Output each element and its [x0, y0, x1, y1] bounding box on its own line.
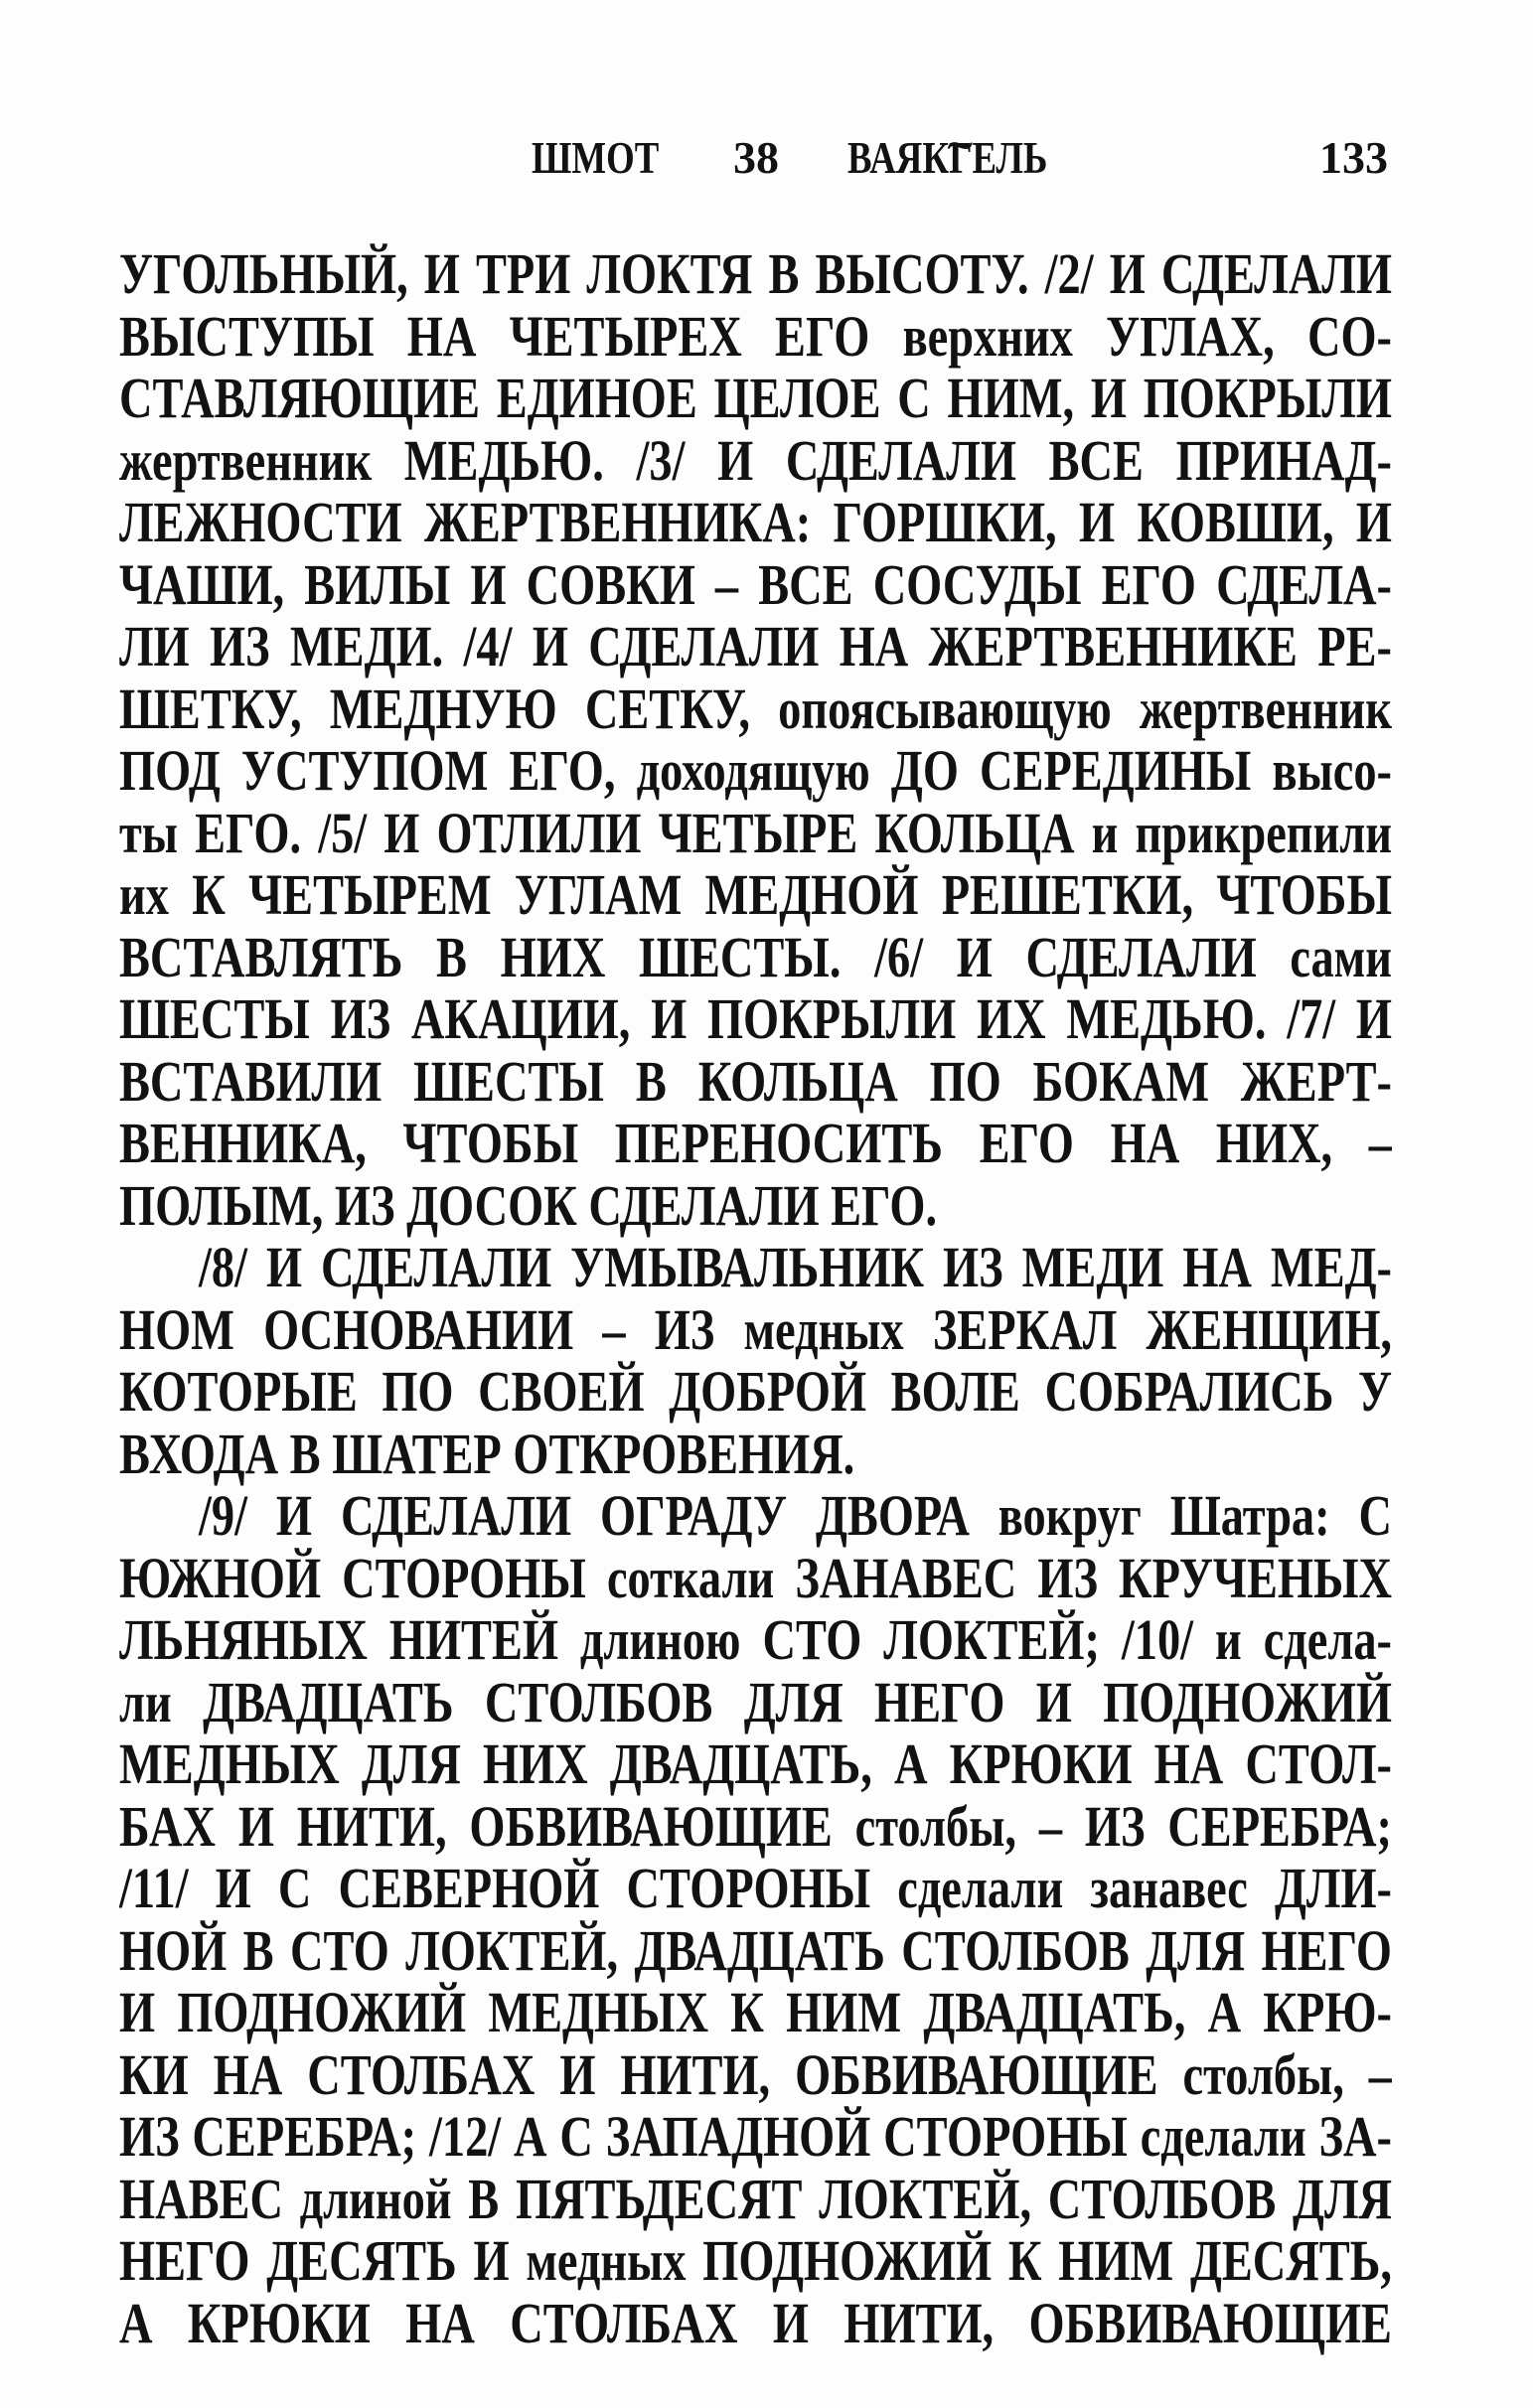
text-line: А КРЮКИ НА СТОЛБАХ И НИТИ, ОБВИВАЮЩИЕ: [119, 2290, 1392, 2355]
text-line: ты ЕГО. /5/ И ОТЛИЛИ ЧЕТЫРЕ КОЛЬЦА и прикрепили: [119, 800, 1392, 865]
text-line: ПОД УСТУПОМ ЕГО, доходящую ДО СЕРЕДИНЫ высо-: [119, 738, 1392, 803]
text-line: ЛЬНЯНЫХ НИТЕЙ длиною СТО ЛОКТЕЙ; /10/ и сдела-: [119, 1607, 1392, 1672]
text-line: /11/ И С СЕВЕРНОЙ СТОРОНЫ сделали занавес ДЛИ-: [119, 1856, 1392, 1920]
text-line: ЮЖНОЙ СТОРОНЫ соткали ЗАНАВЕС ИЗ КРУЧЕНЫХ: [119, 1545, 1392, 1610]
text-line: И ПОДНОЖИЙ МЕДНЫХ К НИМ ДВАДЦАТЬ, А КРЮ-: [119, 1980, 1392, 2044]
running-head-chapter: 38: [733, 132, 779, 183]
text-line: КОТОРЫЕ ПО СВОЕЙ ДОБРОЙ ВОЛЕ СОБРАЛИСЬ У: [119, 1359, 1392, 1424]
text-line: ИЗ СЕРЕБРА; /12/ А С ЗАПАДНОЙ СТОРОНЫ сделали ЗА-: [119, 2104, 1392, 2169]
text-line: ВСТАВИЛИ ШЕСТЫ В КОЛЬЦА ПО БОКАМ ЖЕРТ-: [119, 1048, 1392, 1114]
text-line: СТАВЛЯЮЩИЕ ЕДИНОЕ ЦЕЛОЕ С НИМ, И ПОКРЫЛИ: [119, 366, 1392, 430]
text-line: НЕГО ДЕСЯТЬ И медных ПОДНОЖИЙ К НИМ ДЕСЯТЬ,: [119, 2228, 1392, 2293]
text-line: ЧАШИ, ВИЛЫ И СОВКИ – ВСЕ СОСУДЫ ЕГО СДЕЛА-: [119, 551, 1392, 617]
text-line: ЛИ ИЗ МЕДИ. /4/ И СДЕЛАЛИ НА ЖЕРТВЕННИКЕ РЕ-: [119, 614, 1392, 678]
text-line: ШЕСТЫ ИЗ АКАЦИИ, И ПОКРЫЛИ ИХ МЕДЬЮ. /7/ И: [119, 986, 1392, 1051]
paragraph: [119, 243, 1392, 1237]
text-line: УГОЛЬНЫЙ, И ТРИ ЛОКТЯ В ВЫСОТУ. /2/ И СДЕЛАЛИ: [119, 243, 1392, 306]
text-line: ВХОДА В ШАТЕР ОТКРОВЕНИЯ.: [119, 1421, 855, 1486]
text-line: ВСТАВЛЯТЬ В НИХ ШЕСТЫ. /6/ И СДЕЛАЛИ сами: [119, 924, 1392, 989]
text-line: жертвенник МЕДЬЮ. /3/ И СДЕЛАЛИ ВСЕ ПРИНАД-: [119, 427, 1392, 493]
text-line: НОМ ОСНОВАНИИ – ИЗ медных ЗЕРКАЛ ЖЕНЩИН,: [119, 1296, 1392, 1362]
text-line: ВЕННИКА, ЧТОБЫ ПЕРЕНОСИТЬ ЕГО НА НИХ, –: [119, 1111, 1392, 1175]
text-line: ПОЛЫМ, ИЗ ДОСОК СДЕЛАЛИ ЕГО.: [119, 1172, 938, 1238]
paragraph: [119, 1485, 1392, 2354]
running-head-book: ШМОТ: [532, 132, 660, 183]
text-line: ВЫСТУПЫ НА ЧЕТЫРЕХ ЕГО верхних УГЛАХ, СО-: [119, 303, 1392, 369]
text-line: НАВЕС длиной В ПЯТЬДЕСЯТ ЛОКТЕЙ, СТОЛБОВ ДЛЯ: [119, 2166, 1392, 2231]
text-line: ли ДВАДЦАТЬ СТОЛБОВ ДЛЯ НЕГО И ПОДНОЖИЙ: [119, 1669, 1392, 1734]
page-number: 133: [1319, 132, 1388, 183]
text-column: [119, 243, 1392, 2354]
text-line: /9/ И СДЕЛАЛИ ОГРАДУ ДВОРА вокруг Шатра: С: [198, 1483, 1392, 1548]
text-block: [119, 243, 1392, 2369]
text-line: их К ЧЕТЫРЕМ УГЛАМ МЕДНОЙ РЕШЕТКИ, ЧТОБЫ: [119, 862, 1392, 927]
text-line: КИ НА СТОЛБАХ И НИТИ, ОБВИВАЮЩИЕ столбы, –: [119, 2041, 1392, 2107]
text-line: МЕДНЫХ ДЛЯ НИХ ДВАДЦАТЬ, А КРЮКИ НА СТОЛ-: [119, 1731, 1392, 1796]
text-line: НОЙ В СТО ЛОКТЕЙ, ДВАДЦАТЬ СТОЛБОВ ДЛЯ НЕГО: [119, 1917, 1392, 1983]
text-line: ЛЕЖНОСТИ ЖЕРТВЕННИКА: ГОРШКИ, И КОВШИ, И: [119, 490, 1392, 554]
text-line: БАХ И НИТИ, ОБВИВАЮЩИЕ столбы, – ИЗ СЕРЕБРА;: [119, 1793, 1392, 1859]
running-head-portion: ВАЯК͠ГЕЛЬ: [847, 132, 1048, 183]
paragraph: [119, 1237, 1392, 1485]
text-line: /8/ И СДЕЛАЛИ УМЫВАЛЬНИК ИЗ МЕДИ НА МЕД-: [198, 1235, 1392, 1299]
text-line: ШЕТКУ, МЕДНУЮ СЕТКУ, опоясывающую жертвенник: [119, 676, 1392, 741]
